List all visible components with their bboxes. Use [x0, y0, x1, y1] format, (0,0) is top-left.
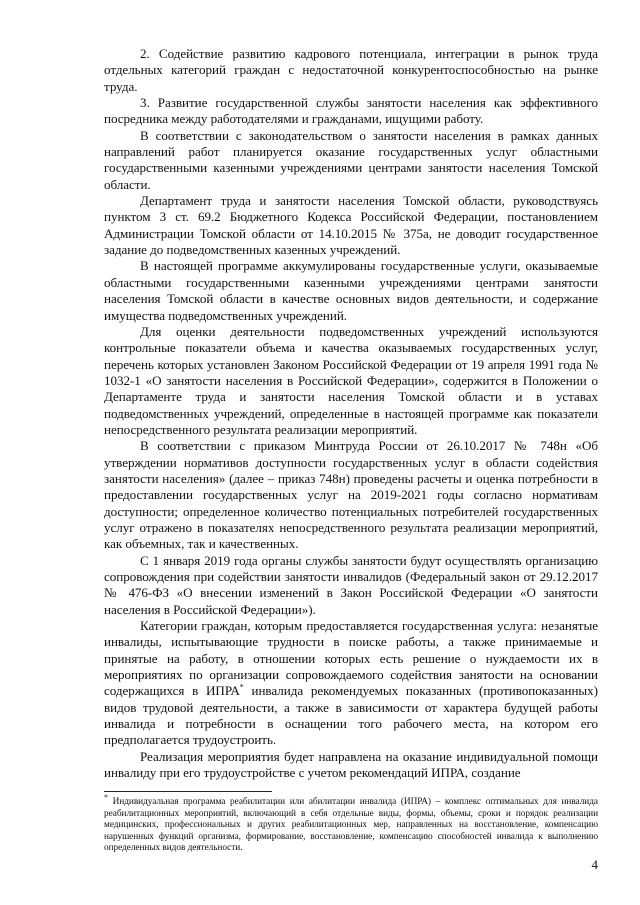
- paragraph-order-748n: В соответствии с приказом Минтруда России от 26.10.2017 № 748н «Об утверждении нормативов доступности государственных услуг в области содействия занятости населения» (далее – приказ 748н) проведены расчеты и оценка потребности в предоставлении государственных услуг на 2019-2021 годы согласно нормативам доступности; определенное количество потенциальных потребителей государственных услуг отражено в показателях непосредственного результата реализации мероприятий, как объемных, так и качественных.: [104, 438, 598, 552]
- page-number: 4: [591, 857, 598, 872]
- paragraph-department: Департамент труда и занятости населения Томской области, руководствуясь пунктом 3 ст. 69.2 Бюджетного Кодекса Российской Федерации, постановлением Администрации Томской области от 14.10.2015 № 375а, не доводит государственное задание до подведомственных казенных учреждений.: [104, 193, 598, 258]
- paragraph-disability-support: С 1 января 2019 года органы службы занятости будут осуществлять организацию сопровождения при содействии занятости инвалидов (Федеральный закон от 29.12.2017 № 476-ФЗ «О внесении изменений в Закон Российской Федерации «О занятости населения в Российской Федерации»).: [104, 552, 598, 617]
- paragraph-program-services: В настоящей программе аккумулированы государственные услуги, оказываемые областными государственными казенными учреждениями центрами занятости населения Томской области в качестве основных видов деятельности, и содержание имущества подведомственных учреждений.: [104, 258, 598, 323]
- paragraph-ipra-categories: [104, 618, 598, 749]
- footnote-text: Индивидуальная программа реабилитации или абилитации инвалида (ИПРА) – комплекс оптимальных для инвалида реабилитационных мероприятий, включающий в себя отдельные виды, формы, объемы, сроки и порядок реализации медицинских, профессиональных и других реабилитационных мер, направленных на восстановление, компенсацию нарушенных функций организма, формирование, восстановление, компенсацию способностей инвалида к выполнению определенных видов деятельности.: [104, 797, 598, 854]
- paragraph-implementation: Реализация мероприятия будет направлена на оказание индивидуальной помощи инвалиду при его трудоустройстве с учетом рекомендаций ИПРА, создание: [104, 748, 598, 781]
- footnote: [104, 792, 598, 855]
- ipra-text-end: инвалида рекомендуемых показанных (противопоказанных) видов трудовой деятельности, а также в зависимости от характера будущей работы инвалида и потребности в оснащении того рабочего места, на котором его предполагается трудоустроить.: [104, 683, 598, 748]
- paragraph-goal-2: 2. Содействие развитию кадрового потенциала, интеграции в рынок труда отдельных категорий граждан с недостаточной конкурентоспособностью на рынке труда.: [104, 46, 598, 94]
- paragraph-goal-3: 3. Развитие государственной службы занятости населения как эффективного посредника между работодателями и гражданами, ищущими работу.: [104, 95, 598, 127]
- paragraph-evaluation: Для оценки деятельности подведомственных учреждений используются контрольные показатели объема и качества оказываемых государственных услуг, перечень которых установлен Законом Российской Федерации от 19 апреля 1991 года № 1032-1 «О занятости населения в Российской Федерации», содержится в Положении о Департаменте труда и занятости населения Томской области и в уставах подведомственных учреждений, определенные в настоящей программе как показатели непосредственного результата реализации мероприятий.: [104, 323, 598, 437]
- footnote-mark: *: [104, 792, 108, 802]
- ipra-text-start: Категории граждан, которым предоставляется государственная услуга: незанятые инвалиды, испытывающие трудности в поиске работы, а также принимаемые и принятые на работу, в отношении которых есть решение о нуждаемости их в мероприятиях по организации сопровождаемого содействия занятости на основании содержащихся в ИПРА: [104, 618, 598, 699]
- footnote-reference: *: [239, 683, 244, 693]
- body-text: [104, 46, 598, 781]
- paragraph-legislation: В соответствии с законодательством о занятости населения в рамках данных направлений работ планируется оказание государственных услуг областными государственными казенными учреждениями центрами занятости населения Томской области.: [104, 127, 598, 192]
- footnote-separator: [104, 791, 272, 792]
